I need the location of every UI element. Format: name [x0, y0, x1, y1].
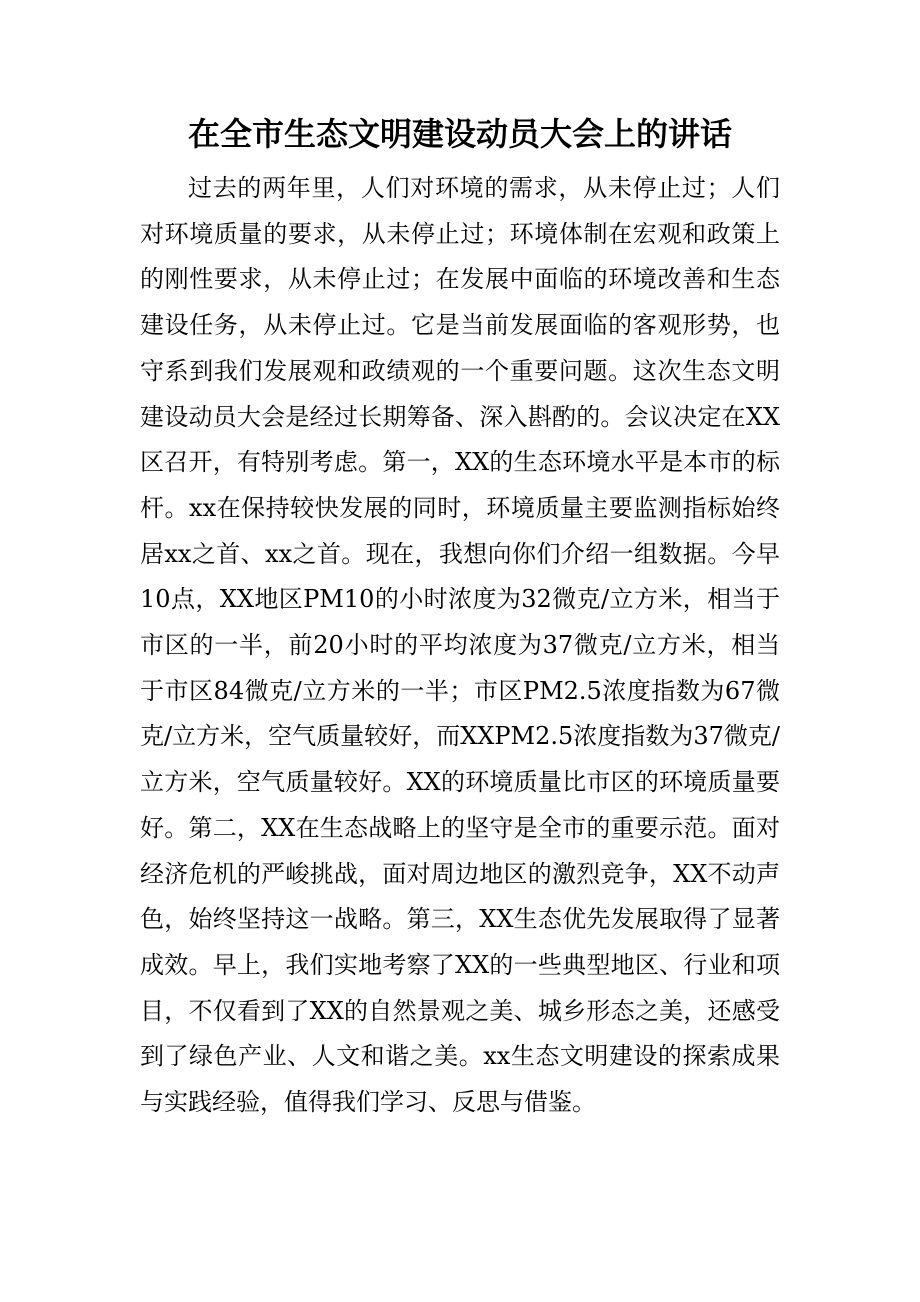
- document-paragraph: 过去的两年里，人们对环境的需求，从未停止过；人们对环境质量的要求，从未停止过；环境体制在宏观和政策上的刚性要求，从未停止过；在发展中面临的环境改善和生态建设任务，从未停止过。它是当前发展面临的客观形势，也守系到我们发展观和政绩观的一个重要问题。这次生态文明建设动员大会是经过长期筹备、深入斟酌的。会议决定在XX区召开，有特别考虑。第一，XX的生态环境水平是本市的标杆。xx在保持较快发展的同时，环境质量主要监测指标始终居xx之首、xx之首。现在，我想向你们介绍一组数据。今早10点，XX地区PM10的小时浓度为32微克/立方米，相当于市区的一半，前20小时的平均浓度为37微克/立方米，相当于市区84微克/立方米的一半；市区PM2.5浓度指数为67微克/立方米，空气质量较好，而XXPM2.5浓度指数为37微克/立方米，空气质量较好。XX的环境质量比市区的环境质量要好。第二，XX在生态战略上的坚守是全市的重要示范。面对经济危机的严峻挑战，面对周边地区的激烈竞争，XX不动声色，始终坚持这一战略。第三，XX生态优先发展取得了显著成效。早上，我们实地考察了XX的一些典型地区、行业和项目，不仅看到了XX的自然景观之美、城乡形态之美，还感受到了绿色产业、人文和谐之美。xx生态文明建设的探索成果与实践经验，值得我们学习、反思与借鉴。: [140, 174, 780, 1117]
- document-title: 在全市生态文明建设动员大会上的讲话: [187, 115, 732, 153]
